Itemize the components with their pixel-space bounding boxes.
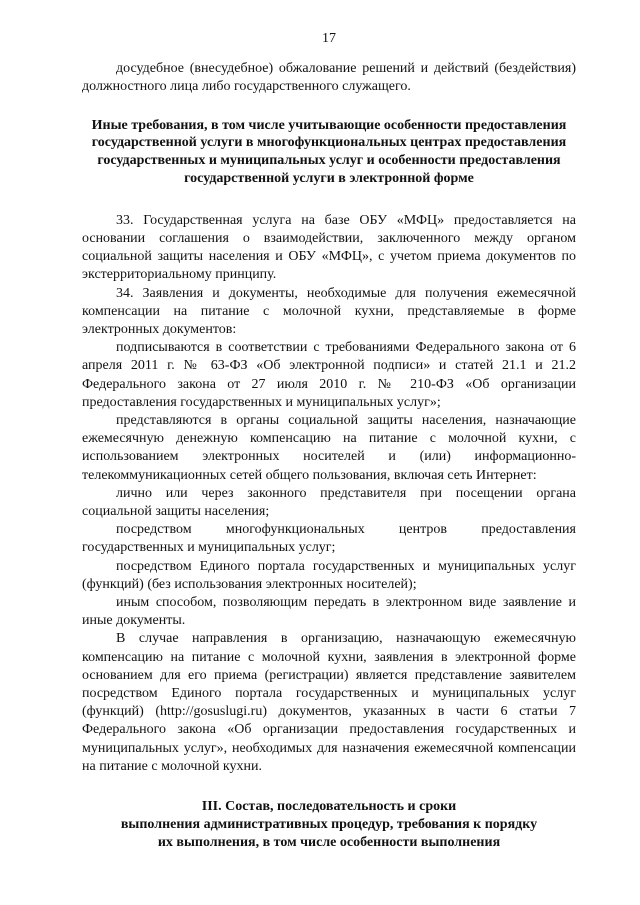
- paragraph-mfc: посредством многофункциональных центров предоставления государственных и муниципальных услуг;: [82, 522, 576, 556]
- paragraph-submitted: представляются в органы социальной защиты населения, назначающие ежемесячную денежную компенсацию на питание с молочной кухни, с использованием электронных носителей и (или) информационно-телекоммуникационных сетей общего пользования, включая сеть Интернет:: [82, 413, 576, 483]
- chapter-heading: [82, 798, 576, 851]
- paragraph-in-person: лично или через законного представителя при посещении органа социальной защиты населения;: [82, 485, 576, 520]
- intro-paragraph: досудебное (внесудебное) обжалование решений и действий (бездействия) должностного лица либо государственного служащего.: [82, 61, 576, 95]
- paragraph-other-means: иным способом, позволяющим передать в электронном виде заявление и иные документы.: [82, 595, 576, 629]
- section-heading: Иные требования, в том числе учитывающие особенности предоставления государственной услуги в многофункциональных центрах предоставления государственных и муниципальных услуг и особенности предоставления государственной услуги в электронной форме: [91, 117, 567, 186]
- document-page: [82, 30, 576, 851]
- paragraph-portal: посредством Единого портала государственных и муниципальных услуг (функций) (без использования электронных носителей);: [82, 558, 576, 592]
- chapter-heading-line-2: выполнения административных процедур, требования к порядку: [120, 816, 538, 832]
- paragraph-electronic-request: В случае направления в организацию, назначающую ежемесячную компенсацию на питание с молочной кухни, заявления в электронной форме основанием для его приема (регистрации) является представление заявителем посредством Единого портала государственных и муниципальных услуг (функций) (http://gosuslugi.ru) документов, указанных в части 6 статьи 7 Федерального закона «Об организации предоставления государственных и муниципальных услуг», необходимых для назначения ежемесячной компенсации на питание с молочной кухни.: [82, 631, 576, 774]
- paragraph-signed: подписываются в соответствии с требованиями Федерального закона от 6 апреля 2011 г. № 63-ФЗ «Об электронной подписи» и статей 21.1 и 21.2 Федерального закона от 27 июля 2010 г. № 210-ФЗ «Об организации предоставления государственных и муниципальных услуг»;: [82, 340, 576, 410]
- chapter-heading-line-3: их выполнения, в том числе особенности выполнения: [157, 834, 501, 850]
- paragraph-34: 34. Заявления и документы, необходимые для получения ежемесячной компенсации на питание с молочной кухни, представляемые в форме электронных документов:: [82, 285, 576, 338]
- page-number: 17: [322, 31, 336, 46]
- chapter-heading-line-1: III. Состав, последовательность и сроки: [201, 799, 457, 815]
- paragraph-33: 33. Государственная услуга на базе ОБУ «МФЦ» предоставляется на основании соглашения о взаимодействии, заключенного между органом социальной защиты населения и ОБУ «МФЦ», с учетом приема документов по экстерриториальному принципу.: [82, 212, 576, 283]
